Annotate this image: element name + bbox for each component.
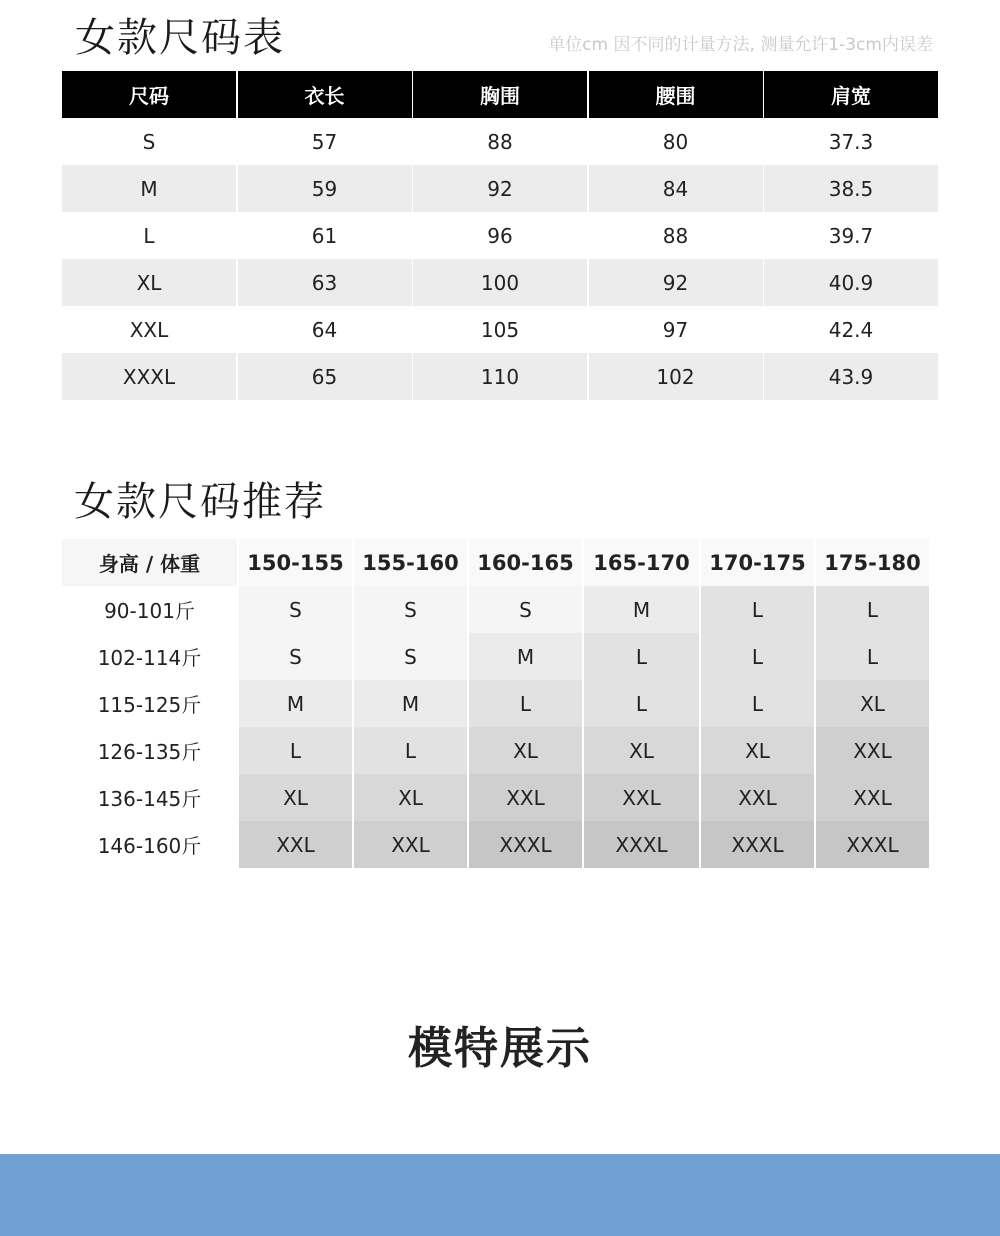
table-cell: 92 [413,165,587,212]
size-cell: XXL [469,774,582,821]
size-cell: XXL [239,821,352,868]
recommendation-table [62,539,935,868]
size-cell: L [469,680,582,727]
model-display-title: 模特展示 [408,1023,592,1074]
recommendation-title: 女款尺码推荐 [74,479,326,525]
corner-label: 身高 / 体重 [62,539,237,586]
table-cell: 88 [662,223,689,248]
height-header: 170-175 [701,539,814,586]
size-cell: M [239,680,352,727]
table-cell: L [143,223,155,248]
table-cell: 84 [589,165,763,212]
size-cell: XXXL [469,821,582,868]
table-cell: S [142,129,156,154]
weight-label: 136-145斤 [62,774,237,821]
height-header: 155-160 [354,539,467,586]
size-cell: M [354,680,467,727]
weight-label: 90-101斤 [62,586,237,633]
column-header: 衣长 [238,71,412,118]
size-cell: S [354,633,467,680]
size-cell: XL [239,774,352,821]
size-cell: XXXL [816,821,929,868]
recommendation-row [62,821,935,868]
recommendation-row [62,680,935,727]
table-cell: 88 [487,129,513,154]
table-cell: 38.5 [764,165,938,212]
size-cell: XXXL [584,821,699,868]
table-cell: 80 [662,129,689,154]
size-cell: L [701,680,814,727]
column-header: 胸围 [413,71,587,118]
weight-label: 102-114斤 [62,633,237,680]
table-cell: 102 [589,353,763,400]
height-header: 150-155 [239,539,352,586]
column-header: 腰围 [589,71,763,118]
table-cell: 63 [238,259,412,306]
size-cell: S [239,633,352,680]
size-cell: L [701,633,814,680]
table-cell: 100 [413,259,587,306]
model-image-banner [0,1154,1000,1236]
recommendation-header-row [62,539,935,586]
table-cell: 37.3 [828,129,874,154]
size-cell: M [584,586,699,633]
size-cell: L [701,586,814,633]
table-cell: XL [62,259,236,306]
size-cell: L [354,727,467,774]
size-cell: XL [584,727,699,774]
weight-label: 115-125斤 [62,680,237,727]
size-cell: XL [816,680,929,727]
recommendation-row [62,586,935,633]
size-cell: XL [469,727,582,774]
height-header: 175-180 [816,539,929,586]
table-cell: 92 [589,259,763,306]
size-cell: XXL [701,774,814,821]
height-header: 165-170 [584,539,699,586]
table-cell: XXL [129,317,169,342]
size-cell: XXL [354,821,467,868]
size-cell: XXL [816,727,929,774]
size-cell: M [469,633,582,680]
size-cell: L [584,680,699,727]
recommendation-row [62,633,935,680]
table-cell: 40.9 [764,259,938,306]
table-cell: 59 [238,165,412,212]
size-cell: S [239,586,352,633]
table-cell: 105 [480,317,520,342]
table-cell: 57 [311,129,338,154]
table-cell: 42.4 [828,317,874,342]
table-cell: 61 [311,223,338,248]
weight-label: 146-160斤 [62,821,237,868]
table-cell: 96 [487,223,513,248]
size-cell: XXXL [701,821,814,868]
size-cell: L [816,633,929,680]
height-header: 160-165 [469,539,582,586]
size-chart-title: 女款尺码表 [75,15,285,61]
table-cell: XXXL [62,353,236,400]
recommendation-row [62,774,935,821]
size-cell: L [816,586,929,633]
size-cell: XXL [816,774,929,821]
size-cell: L [239,727,352,774]
size-cell: XL [701,727,814,774]
table-cell: 110 [413,353,587,400]
table-cell: 43.9 [764,353,938,400]
weight-label: 126-135斤 [62,727,237,774]
table-cell: 64 [311,317,338,342]
unit-note: 单位cm 因不同的计量方法, 测量允许1-3cm内误差 [548,35,933,55]
table-cell: 97 [662,317,689,342]
size-cell: S [469,586,582,633]
size-cell: S [354,586,467,633]
recommendation-row [62,727,935,774]
size-cell: XXL [584,774,699,821]
column-header: 尺码 [62,71,236,118]
table-cell: 39.7 [828,223,874,248]
table-cell: 65 [238,353,412,400]
size-cell: XL [354,774,467,821]
size-cell: L [584,633,699,680]
table-cell: M [62,165,236,212]
size-chart-table [62,71,938,400]
column-header: 肩宽 [764,71,938,118]
